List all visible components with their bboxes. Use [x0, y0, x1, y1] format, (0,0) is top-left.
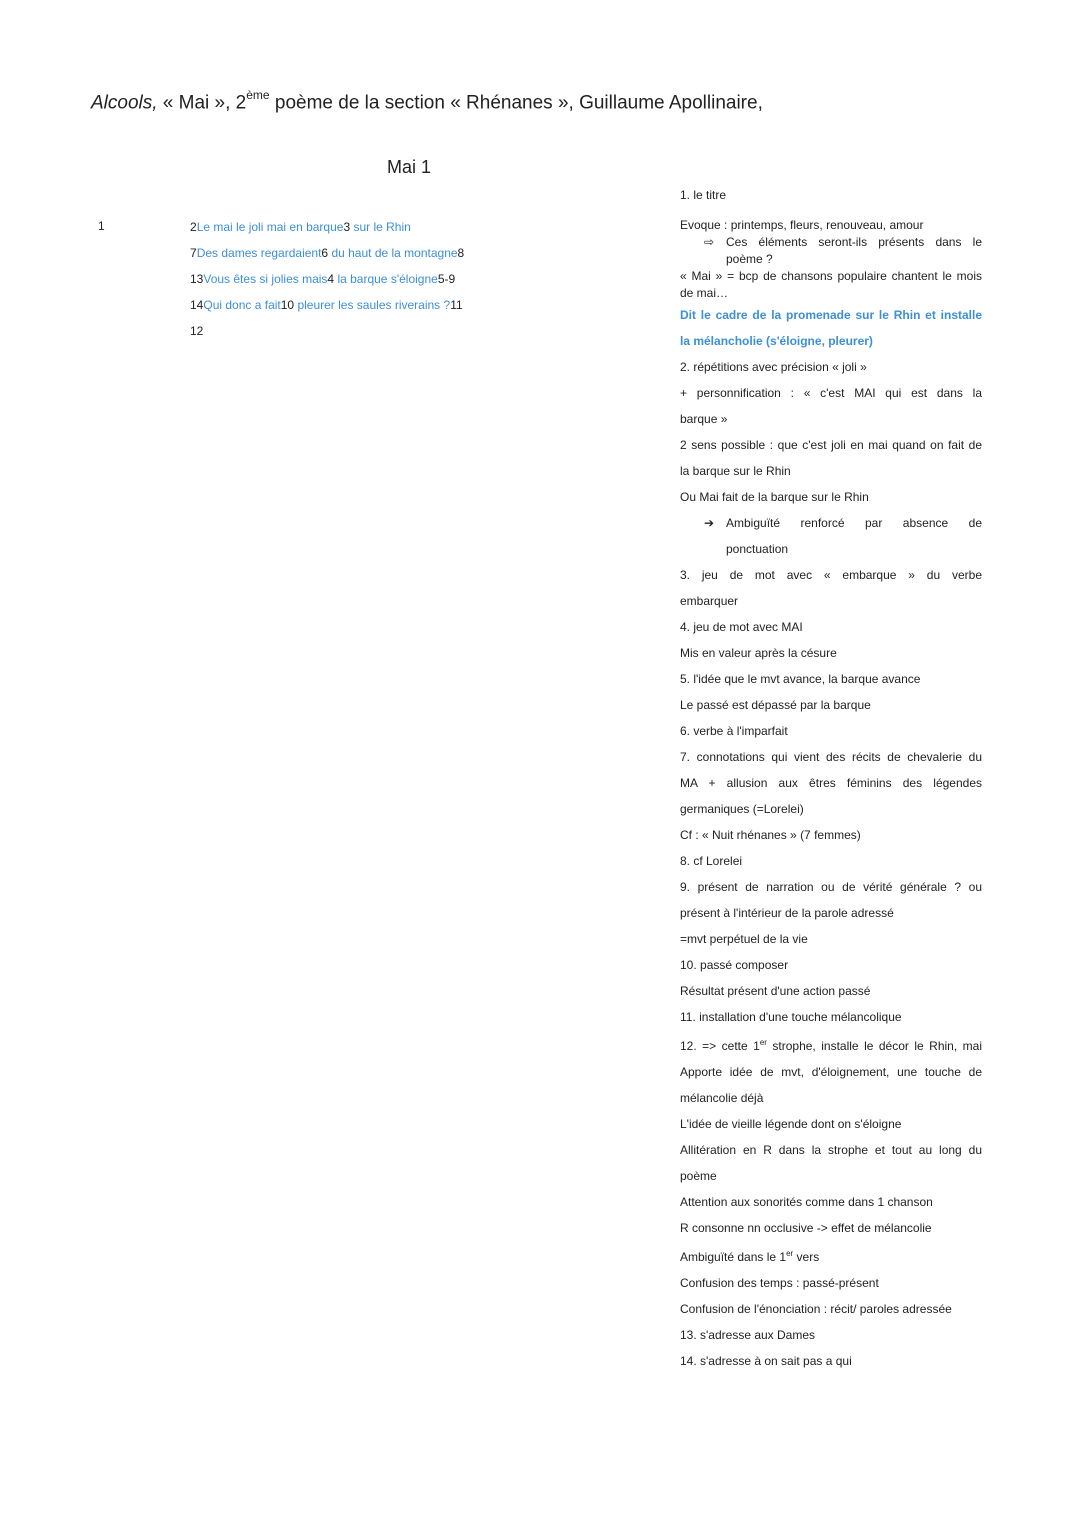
title-part-2: poème de la section « Rhénanes », Guillaume Apollinaire, [269, 92, 763, 114]
arrow-icon: ➔ [704, 516, 715, 530]
annotation-number: 2 [190, 220, 197, 234]
note-line [680, 1137, 982, 1163]
note-text: la barque sur le Rhin [680, 464, 791, 478]
verse-text: Le mai le joli mai en barque [196, 220, 344, 234]
note-text: 3. jeu de mot avec « embarque » du verbe [680, 568, 982, 582]
note-line [680, 796, 982, 822]
note-line [680, 1059, 982, 1085]
note-line [680, 1030, 982, 1059]
note-line [680, 744, 982, 770]
arrow-icon: ⇨ [704, 235, 715, 249]
poem-line [190, 271, 464, 297]
note-text: MA + allusion aux êtres féminins des légendes [680, 776, 982, 790]
note-line [680, 536, 982, 562]
note-line [680, 718, 982, 744]
note-text: Confusion des temps : passé-présent [680, 1276, 879, 1290]
note-line [680, 510, 982, 536]
note-line [680, 302, 982, 328]
annotation-number: 12 [190, 324, 204, 338]
title-part-1: « Mai », 2 [157, 92, 247, 114]
annotation-number: 10 [280, 298, 295, 312]
annotation-number: 8 [457, 246, 465, 260]
note-text: 2. répétitions avec précision « joli » [680, 360, 867, 374]
note-text: Ambiguïté dans le 1 [680, 1250, 787, 1264]
note-text: Cf : « Nuit rhénanes » (7 femmes) [680, 828, 861, 842]
note-text: germaniques (=Lorelei) [680, 802, 804, 816]
verse-text: sur le Rhin [350, 220, 411, 234]
note-text: embarquer [680, 594, 739, 608]
note-line [680, 380, 982, 406]
note-line [680, 1322, 982, 1348]
verse-text: Qui donc a fait [203, 298, 281, 312]
note-text: Ces éléments seront-ils présents dans le poème ? [726, 235, 982, 266]
stanza-number: 1 [98, 219, 105, 233]
note-text: 6. verbe à l'imparfait [680, 724, 788, 738]
note-line [680, 926, 982, 952]
note-text: Evoque : printemps, fleurs, renouveau, amour [680, 218, 924, 232]
annotation-number: 13 [190, 272, 204, 286]
note-text: « Mai » = bcp de chansons populaire chantent le mois de mai… [680, 269, 982, 300]
note-text: Allitération en R dans la strophe et tout au long du [680, 1143, 982, 1157]
note-line [680, 770, 982, 796]
verse-text: pleurer les saules riverains ? [294, 298, 451, 312]
annotation-number: 3 [343, 220, 351, 234]
note-text: Le passé est dépassé par la barque [680, 698, 871, 712]
note-line [680, 588, 982, 614]
annotation-number: 5-9 [437, 272, 456, 286]
note-line [680, 692, 982, 718]
note-text: 8. cf Lorelei [680, 854, 743, 868]
note-text: 7. connotations qui vient des récits de chevalerie du [680, 750, 982, 764]
note-text: 1. le titre [680, 188, 727, 202]
note-line [680, 182, 982, 208]
note-line [680, 234, 982, 268]
note-line [680, 848, 982, 874]
note-text: 2 sens possible : que c'est joli en mai quand on fait de [680, 438, 982, 452]
note-line [680, 1189, 982, 1215]
note-line [680, 1296, 982, 1322]
verse-text: du haut de la montagne [328, 246, 458, 260]
note-line [680, 874, 982, 900]
note-text: 4. jeu de mot avec MAI [680, 620, 803, 634]
note-text: 12. => cette 1 [680, 1039, 760, 1053]
note-line [680, 1004, 982, 1030]
verse-text: Des dames regardaient [196, 246, 322, 260]
annotation-number: 11 [450, 298, 463, 312]
poem-title: Mai 1 [387, 157, 432, 177]
note-text: Ambiguïté renforcé par absence de [726, 516, 982, 530]
note-text: Attention aux sonorités comme dans 1 chanson [680, 1195, 933, 1209]
note-text: Ou Mai fait de la barque sur le Rhin [680, 490, 869, 504]
note-text: Mis en valeur après la césure [680, 646, 837, 660]
note-line [680, 268, 982, 302]
note-text: Confusion de l'énonciation : récit/ paroles adressée [680, 1302, 952, 1316]
note-text: ponctuation [726, 542, 789, 556]
note-superscript: er [786, 1249, 794, 1258]
title-italic: Alcools, [91, 92, 158, 114]
note-text: 5. l'idée que le mvt avance, la barque avance [680, 672, 921, 686]
note-text: 11. installation d'une touche mélancolique [680, 1010, 902, 1024]
title-superscript: ème [246, 88, 270, 102]
poem-line [190, 219, 464, 245]
note-text: 14. s'adresse à on sait pas a qui [680, 1354, 852, 1368]
note-line [680, 1085, 982, 1111]
note-line [680, 614, 982, 640]
note-text: R consonne nn occlusive -> effet de mélancolie [680, 1221, 932, 1235]
annotation-number: 7 [190, 246, 197, 260]
verse-text: Vous êtes si jolies mais [203, 272, 328, 286]
note-text: 10. passé composer [680, 958, 789, 972]
note-text: =mvt perpétuel de la vie [680, 932, 808, 946]
note-text: Dit le cadre de la promenade sur le Rhin et installe [680, 308, 982, 322]
note-superscript: er [759, 1038, 767, 1047]
note-line [680, 640, 982, 666]
note-line [680, 1215, 982, 1241]
note-text: L'idée de vieille légende dont on s'éloigne [680, 1117, 902, 1131]
note-line [680, 562, 982, 588]
note-line [680, 354, 982, 380]
poem-line [190, 245, 464, 271]
note-line [680, 406, 982, 432]
note-line [680, 978, 982, 1004]
note-text: 9. présent de narration ou de vérité générale ? ou [680, 880, 982, 894]
note-line [680, 666, 982, 692]
note-text: + personnification : « c'est MAI qui est dans la [680, 386, 982, 400]
note-text: Résultat présent d'une action passé [680, 984, 871, 998]
poem-line [190, 323, 464, 349]
note-line [680, 1348, 982, 1374]
note-text: présent à l'intérieur de la parole adressé [680, 906, 894, 920]
note-text: 13. s'adresse aux Dames [680, 1328, 816, 1342]
note-line [680, 1111, 982, 1137]
note-line [680, 217, 982, 234]
note-text: Apporte idée de mvt, d'éloignement, une touche de [680, 1065, 982, 1079]
note-line [680, 1241, 982, 1270]
note-line [680, 1270, 982, 1296]
note-text: barque » [680, 412, 728, 426]
annotation-notes [680, 182, 982, 1374]
note-line [680, 432, 982, 458]
note-line [680, 822, 982, 848]
annotation-number: 6 [321, 246, 329, 260]
note-text: poème [680, 1169, 717, 1183]
verse-text: la barque s'éloigne [334, 272, 438, 286]
note-line [680, 900, 982, 926]
poem-line [190, 297, 464, 323]
note-text: la mélancholie (s'éloigne, pleurer) [680, 334, 873, 348]
note-line [680, 1163, 982, 1189]
note-line [680, 458, 982, 484]
note-line [680, 952, 982, 978]
note-text-tail: strophe, installe le décor le Rhin, mai [766, 1039, 982, 1053]
poem-text [190, 219, 464, 349]
note-text: mélancolie déjà [680, 1091, 764, 1105]
note-line [680, 328, 982, 354]
annotation-number: 14 [190, 298, 204, 312]
note-line [680, 484, 982, 510]
note-text-tail: vers [793, 1250, 820, 1264]
annotation-number: 4 [327, 272, 335, 286]
document-title [91, 90, 763, 114]
